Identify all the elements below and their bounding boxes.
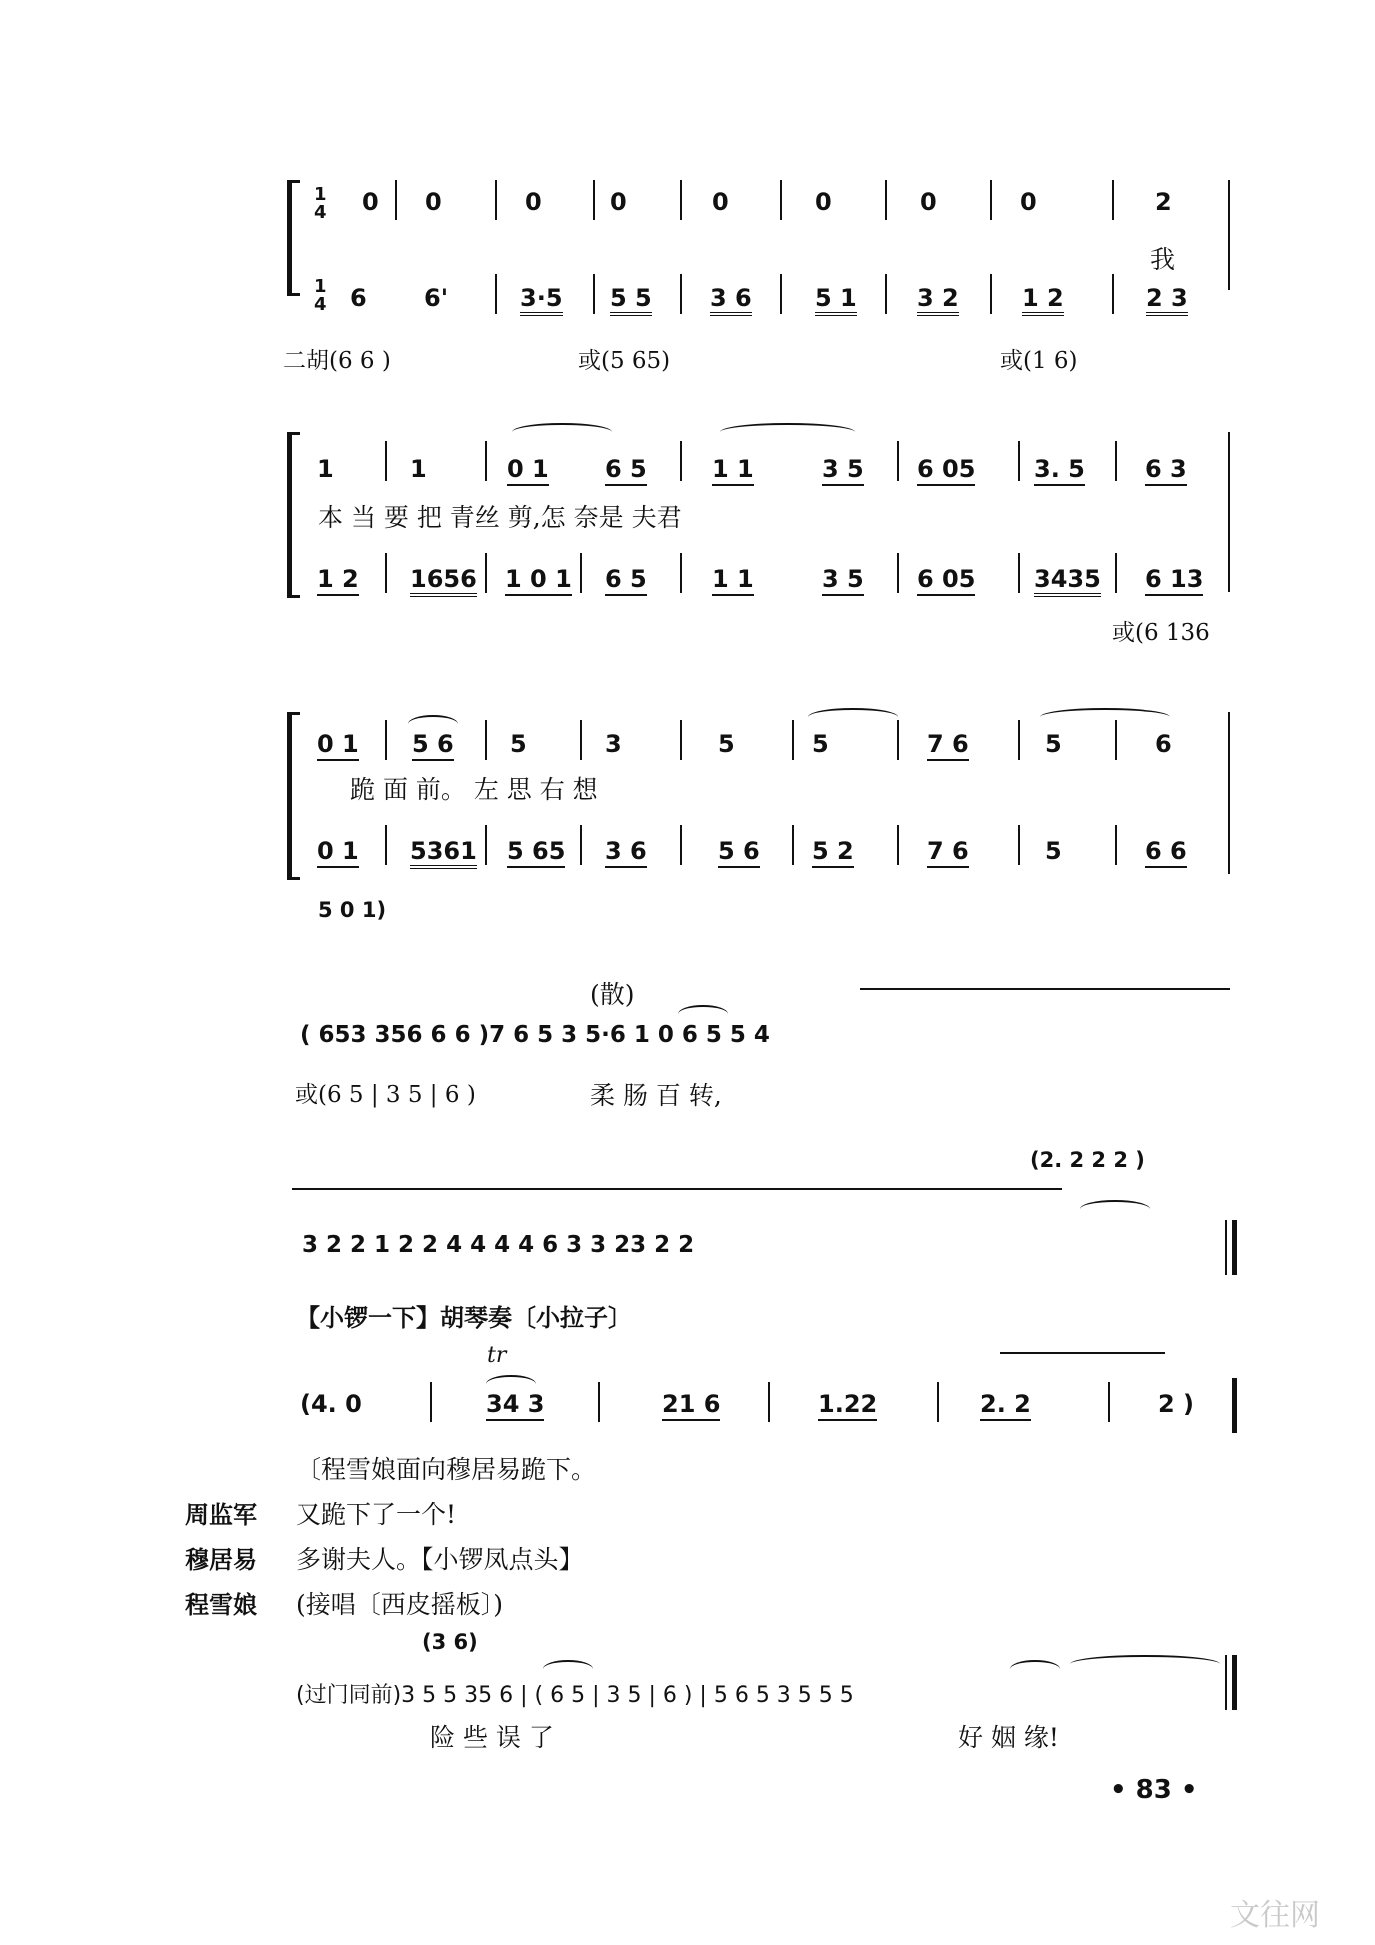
- speaker-name: 程雪娘: [185, 1591, 257, 1619]
- note: 0: [920, 188, 937, 216]
- note-group: 1 2: [1022, 284, 1064, 316]
- barline: [385, 825, 387, 865]
- line6-staff: [300, 1390, 1240, 1440]
- barline: [792, 825, 794, 865]
- slur: [808, 708, 898, 726]
- line4-lyrics: 柔 肠 百 转,: [590, 1081, 722, 1110]
- dialogue-line: 多谢夫人。【小锣凤点头】: [296, 1545, 584, 1574]
- system1-lyric: 我: [1150, 245, 1176, 274]
- note-group: 3·5: [520, 284, 563, 316]
- slur: [543, 1660, 593, 1678]
- time-signature: 1 4: [314, 276, 327, 315]
- barline: [1108, 1382, 1110, 1422]
- note: 6: [350, 284, 367, 312]
- slur: [512, 423, 612, 441]
- note-group: 1656: [410, 565, 477, 597]
- note-group: 2. 2: [980, 1390, 1031, 1421]
- note: 3: [605, 730, 622, 758]
- note: 0: [815, 188, 832, 216]
- slur: [408, 715, 458, 733]
- alt-reading-2: 或(1 6): [1000, 348, 1078, 374]
- final-bar: [1225, 1220, 1227, 1275]
- note: 1: [410, 455, 427, 483]
- barline: [680, 553, 682, 593]
- note: 5: [812, 730, 829, 758]
- barline: [430, 1382, 432, 1422]
- barline: [1112, 180, 1114, 220]
- note-group: 5 5: [610, 284, 652, 316]
- note-group: 6 3: [1145, 455, 1187, 486]
- note: 5: [510, 730, 527, 758]
- barline: [495, 180, 497, 220]
- note-group: 5 1: [815, 284, 857, 316]
- note-group: 6 05: [917, 565, 975, 596]
- percussion-cue: 【小锣一下】胡琴奏〔小拉子〕: [296, 1303, 632, 1332]
- barline: [897, 720, 899, 760]
- speaker-name: 周监军: [185, 1501, 257, 1529]
- note: 0: [1020, 188, 1037, 216]
- slur: [1080, 1200, 1150, 1218]
- note: 0: [712, 188, 729, 216]
- erhu-note: 二胡(6 6 ): [283, 348, 391, 374]
- system2-bottom-staff: [300, 565, 1230, 615]
- note-group: 1.22: [818, 1390, 877, 1421]
- barline: [485, 553, 487, 593]
- barline: [485, 825, 487, 865]
- tempo-marking: (散): [590, 980, 635, 1009]
- slur: [720, 423, 855, 441]
- note: 1: [317, 455, 334, 483]
- note: 5: [1045, 730, 1062, 758]
- line5-notes: 3 2 2 1 2 2 4 4 4 4 6 3 3 23 2 2: [302, 1232, 695, 1258]
- note-group: 1 2: [317, 565, 359, 596]
- final-bar: [1225, 1655, 1227, 1710]
- note-group: 0 1: [507, 455, 549, 486]
- note: 0: [525, 188, 542, 216]
- barline: [1018, 441, 1020, 481]
- barline: [485, 441, 487, 481]
- barline: [990, 180, 992, 220]
- note: 0: [610, 188, 627, 216]
- alt-reading-4: 5 0 1): [318, 898, 387, 922]
- note-group: 3 2: [917, 284, 959, 316]
- barline: [680, 720, 682, 760]
- barline: [792, 720, 794, 760]
- barline: [495, 274, 497, 314]
- barline: [580, 825, 582, 865]
- final-bar-thick: [1232, 1220, 1237, 1275]
- barline: [990, 274, 992, 314]
- slur: [486, 1375, 536, 1393]
- page-number: • 83 •: [1110, 1775, 1198, 1805]
- note: 6: [1155, 730, 1172, 758]
- barline: [1018, 553, 1020, 593]
- system3-bracket: [287, 712, 300, 880]
- line4-notes: ( 653 356 6 6 )7 6 5 3 5·6 1 0 6 5 5 4: [300, 1022, 770, 1048]
- barline: [897, 553, 899, 593]
- note-group: 2 3: [1146, 284, 1188, 316]
- note-group: 5 6: [718, 837, 760, 868]
- alt-reading-5: 或(6 5 | 3 5 | 6 ): [295, 1082, 476, 1108]
- note-group: 1 0 1: [505, 565, 572, 596]
- barline: [885, 180, 887, 220]
- barline: [1115, 553, 1117, 593]
- barline: [593, 180, 595, 220]
- slur: [860, 988, 1230, 996]
- barline: [680, 274, 682, 314]
- note-group: 1 1: [712, 565, 754, 596]
- barline: [937, 1382, 939, 1422]
- system1-bottom-staff: [300, 276, 1230, 334]
- note-group: 6 05: [917, 455, 975, 486]
- dialogue-line: 又跪下了一个!: [296, 1500, 457, 1529]
- barline: [1018, 825, 1020, 865]
- tie-line: [292, 1188, 1062, 1190]
- barline: [385, 553, 387, 593]
- line7-notes: (过门同前)3 5 5 35 6 | ( 6 5 | 3 5 | 6 ) | 5 6 5 3 5 5 5: [296, 1683, 854, 1708]
- tie-line: [1000, 1352, 1165, 1354]
- note-group: 3435: [1034, 565, 1101, 597]
- note: 6': [424, 284, 449, 312]
- note-group: 3 5: [822, 455, 864, 486]
- barline: [680, 441, 682, 481]
- note-group: 7 6: [927, 837, 969, 868]
- line7-lyrics-a: 险 些 误 了: [430, 1723, 554, 1752]
- system1-top-staff: [300, 184, 1230, 238]
- barline: [1112, 274, 1114, 314]
- barline: [680, 180, 682, 220]
- barline: [768, 1382, 770, 1422]
- barline: [1115, 441, 1117, 481]
- note-group: 7 6: [927, 730, 969, 761]
- system2-bracket: [287, 432, 300, 598]
- note-group: 6 13: [1145, 565, 1203, 596]
- note-group: 5361: [410, 837, 477, 869]
- speaker-name: 穆居易: [185, 1546, 257, 1574]
- trill-mark: tr: [487, 1343, 507, 1368]
- note-group: 1 1: [712, 455, 754, 486]
- barline: [580, 553, 582, 593]
- system2-lyrics: 本 当 要 把 青丝 剪,怎 奈是 夫君: [318, 503, 682, 532]
- system1-bracket: [287, 180, 300, 296]
- note: 0: [425, 188, 442, 216]
- note-group: 6 6: [1145, 837, 1187, 868]
- stage-direction: 〔程雪娘面向穆居易跪下。: [296, 1455, 597, 1484]
- final-bar-thick: [1232, 1655, 1237, 1710]
- barline: [580, 720, 582, 760]
- note: 5: [718, 730, 735, 758]
- system3-bottom-staff: [300, 837, 1230, 887]
- note: 2: [1155, 188, 1172, 216]
- barline: [593, 274, 595, 314]
- barline: [395, 180, 397, 220]
- barline: [385, 441, 387, 481]
- note-group: 3 5: [822, 565, 864, 596]
- note-group: 3 6: [605, 837, 647, 868]
- time-signature: 1 4: [314, 184, 327, 223]
- final-bar-thick: [1232, 1378, 1237, 1433]
- barline: [897, 441, 899, 481]
- barline: [598, 1382, 600, 1422]
- slur: [678, 1005, 728, 1023]
- watermark: 文往网: [1230, 1898, 1320, 1933]
- barline: [680, 825, 682, 865]
- barline: [897, 825, 899, 865]
- note-group: 5 2: [812, 837, 854, 868]
- alt-reading-1: 或(5 65): [578, 348, 671, 374]
- line7-above: (3 6): [422, 1630, 478, 1654]
- barline: [1115, 825, 1117, 865]
- note-group: 6 5: [605, 565, 647, 596]
- line7-lyrics-b: 好 姻 缘!: [958, 1723, 1059, 1752]
- note: 5: [1045, 837, 1062, 865]
- barline: [1115, 720, 1117, 760]
- note-group: 21 6: [662, 1390, 720, 1421]
- note: 0: [362, 188, 379, 216]
- note-group: 5 6: [412, 730, 454, 761]
- dialogue-line: (接唱〔西皮摇板〕): [296, 1590, 504, 1619]
- note-group: 34 3: [486, 1390, 544, 1421]
- slur: [1040, 708, 1170, 726]
- slur: [1070, 1655, 1220, 1673]
- system3-lyrics: 跪 面 前。 左 思 右 想: [350, 775, 598, 804]
- note-group: 3. 5: [1034, 455, 1085, 486]
- note-group: 0 1: [317, 730, 359, 761]
- barline: [780, 180, 782, 220]
- barline: [780, 274, 782, 314]
- barline: [885, 274, 887, 314]
- note-group: 5 65: [507, 837, 565, 868]
- barline: [1018, 720, 1020, 760]
- barline: [485, 720, 487, 760]
- barline: [385, 720, 387, 760]
- note-group: 6 5: [605, 455, 647, 486]
- note-group: 3 6: [710, 284, 752, 316]
- note-group: 0 1: [317, 837, 359, 868]
- slur: [1010, 1660, 1060, 1678]
- note-group: (4. 0: [300, 1390, 362, 1418]
- note-group: 2 ): [1158, 1390, 1195, 1418]
- line5-above: (2. 2 2 2 ): [1030, 1148, 1145, 1172]
- alt-reading-3: 或(6 136: [1112, 620, 1210, 646]
